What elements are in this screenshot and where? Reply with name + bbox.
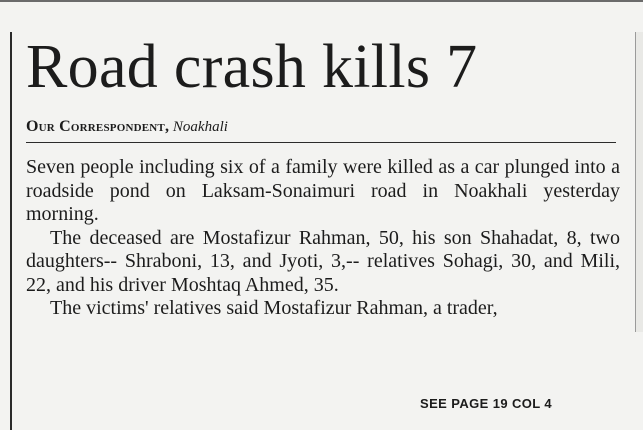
continuation-jump-line: SEE PAGE 19 COL 4 bbox=[420, 396, 553, 411]
byline-location: Noakhali bbox=[172, 119, 228, 135]
article-byline bbox=[26, 118, 620, 136]
news-article bbox=[26, 32, 620, 321]
byline-correspondent: Our Correspondent, bbox=[26, 118, 170, 135]
byline-divider bbox=[26, 142, 616, 143]
adjacent-column-edge bbox=[635, 32, 643, 332]
article-headline: Road crash kills 7 bbox=[26, 33, 478, 101]
article-paragraph-2: The deceased are Mostafizur Rahman, 50, his son Shahadat, 8, two daughters-- Shraboni, 13, and Jyoti, 3,-- relatives Sohagi, 30, and Mili, 22, and his driver Moshtaq Ahmed, 35. bbox=[26, 226, 620, 296]
article-paragraph-3: The victims' relatives said Mostafizur Rahman, a trader, bbox=[50, 297, 498, 319]
article-paragraph-1: Seven people including six of a family were killed as a car plunged into a roadside pond on Laksam-Sonaimuri road in Noakhali yesterday morning. bbox=[26, 156, 620, 225]
article-body bbox=[26, 156, 620, 321]
column-divider-rule bbox=[10, 32, 12, 430]
top-border-rule bbox=[0, 0, 643, 2]
